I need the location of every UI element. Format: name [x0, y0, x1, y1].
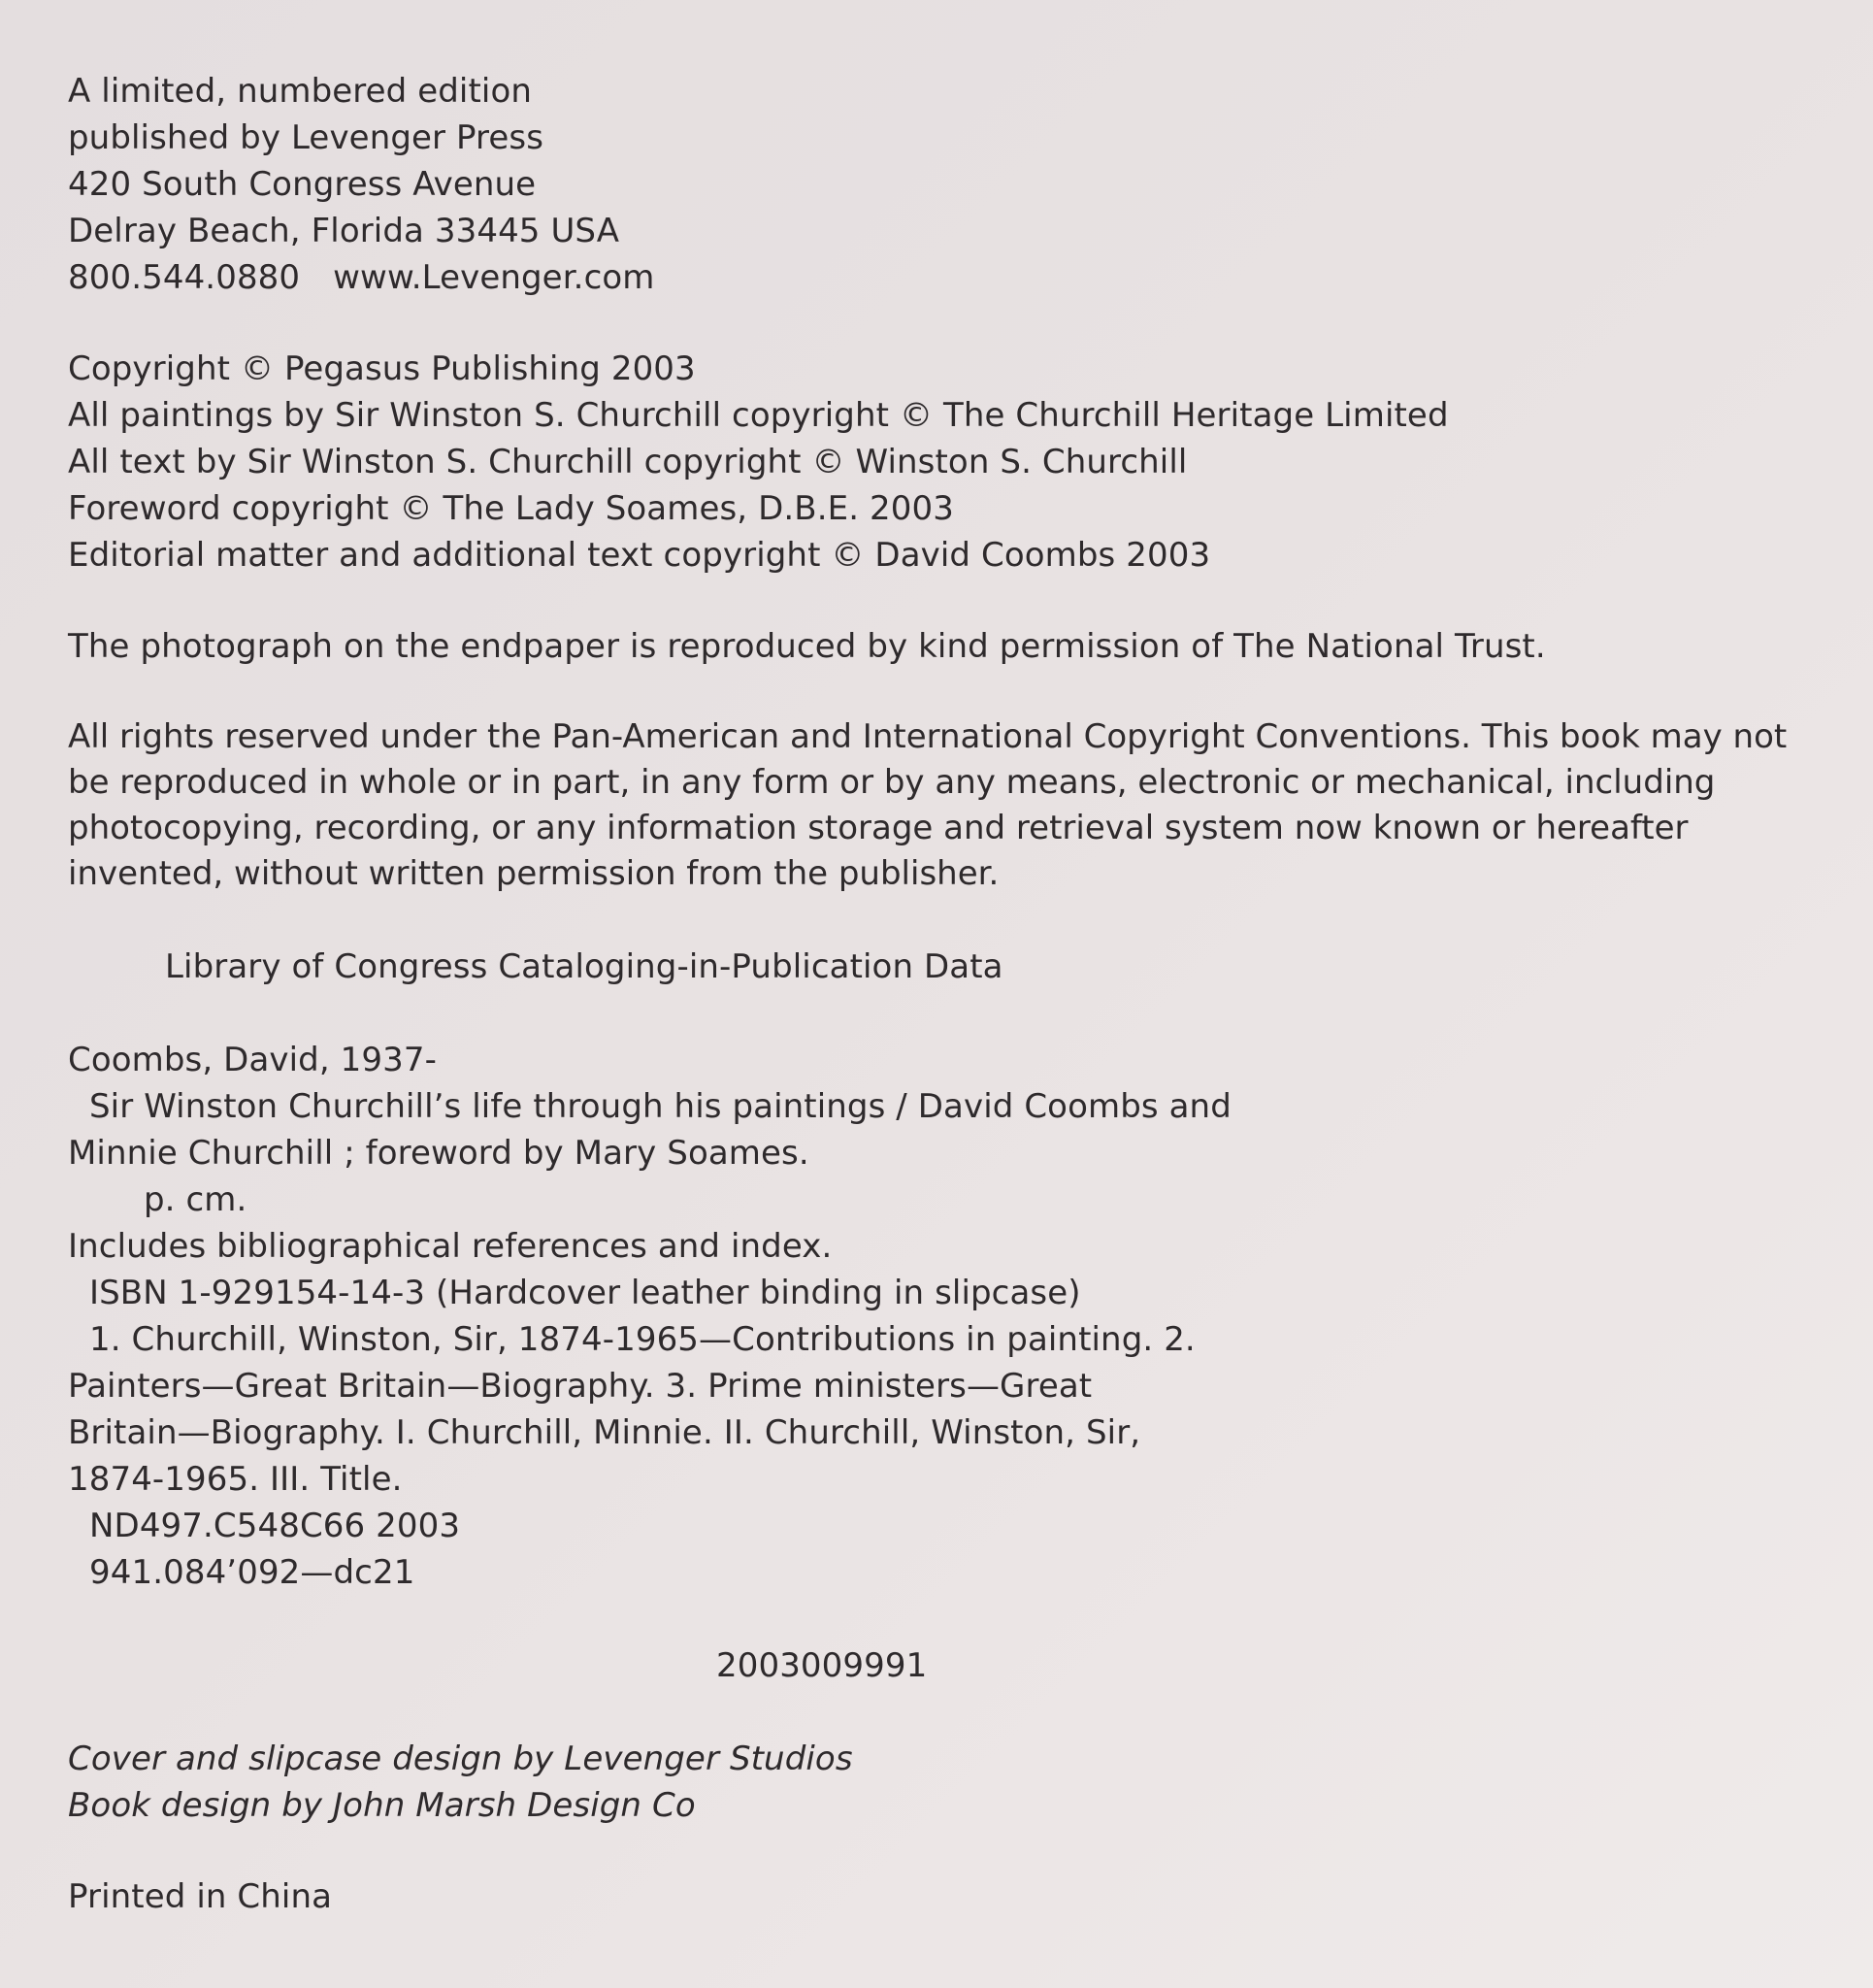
cip-title-line-2: Minnie Churchill ; foreword by Mary Soames. — [68, 1134, 809, 1173]
copyright-page — [68, 68, 1815, 1920]
cip-subject-line-3: Britain—Biography. I. Churchill, Minnie. II. Churchill, Winston, Sir, — [68, 1413, 1141, 1452]
copyright-line-5: Editorial matter and additional text copyright © David Coombs 2003 — [68, 536, 1211, 575]
lccn-number: 2003009991 — [716, 1646, 928, 1685]
website-link: www.Levenger.com — [333, 258, 655, 297]
cip-record — [68, 1037, 1815, 1596]
contact-line — [68, 254, 1815, 301]
copyright-line-1: Copyright © Pegasus Publishing 2003 — [68, 349, 696, 388]
cip-title-line-1: Sir Winston Churchill’s life through his paintings / David Coombs and — [89, 1087, 1232, 1126]
cover-design-credit: Cover and slipcase design by Levenger Studios — [68, 1740, 853, 1778]
photograph-note: The photograph on the endpaper is reproduced by kind permission of The National Trust. — [68, 627, 1546, 666]
street-address: 420 South Congress Avenue — [68, 165, 537, 204]
cip-isbn: ISBN 1-929154-14-3 (Hardcover leather binding in slipcase) — [89, 1274, 1081, 1312]
publisher-line: published by Levenger Press — [68, 118, 544, 157]
printed-in: Printed in China — [68, 1877, 333, 1916]
rights-paragraph: All rights reserved under the Pan-American and International Copyright Conventions. This book may not be reproduced in whole or in part, in any form or by any means, electronic or mechanical, including photocopying, recording, or any information storage and retrieval system now known or hereafter invented, without written permission from the publisher. — [68, 717, 1788, 893]
cip-lc-class: ND497.C548C66 2003 — [89, 1507, 461, 1545]
cip-pagination: p. cm. — [144, 1180, 247, 1219]
book-design-credit: Book design by John Marsh Design Co — [68, 1786, 696, 1825]
phone-number: 800.544.0880 — [68, 258, 301, 297]
publisher-block — [68, 68, 1815, 301]
design-credits — [68, 1736, 1815, 1829]
copyright-line-4: Foreword copyright © The Lady Soames, D.B.E. 2003 — [68, 489, 954, 528]
cip-notes: Includes bibliographical references and index. — [68, 1227, 833, 1266]
cip-heading: Library of Congress Cataloging-in-Publication Data — [165, 947, 1003, 986]
copyright-line-3: All text by Sir Winston S. Churchill copyright © Winston S. Churchill — [68, 443, 1188, 481]
cip-author: Coombs, David, 1937- — [68, 1041, 437, 1079]
copyright-block — [68, 346, 1815, 579]
cip-subject-line-1: 1. Churchill, Winston, Sir, 1874-1965—Contributions in painting. 2. — [89, 1320, 1196, 1359]
cip-dewey: 941.084’092—dc21 — [89, 1553, 415, 1592]
copyright-line-2: All paintings by Sir Winston S. Churchill copyright © The Churchill Heritage Limited — [68, 396, 1449, 435]
city-address: Delray Beach, Florida 33445 USA — [68, 212, 620, 250]
cip-subject-line-2: Painters—Great Britain—Biography. 3. Prime ministers—Great — [68, 1367, 1093, 1406]
edition-line: A limited, numbered edition — [68, 72, 533, 111]
cip-subject-line-4: 1874-1965. III. Title. — [68, 1460, 403, 1499]
